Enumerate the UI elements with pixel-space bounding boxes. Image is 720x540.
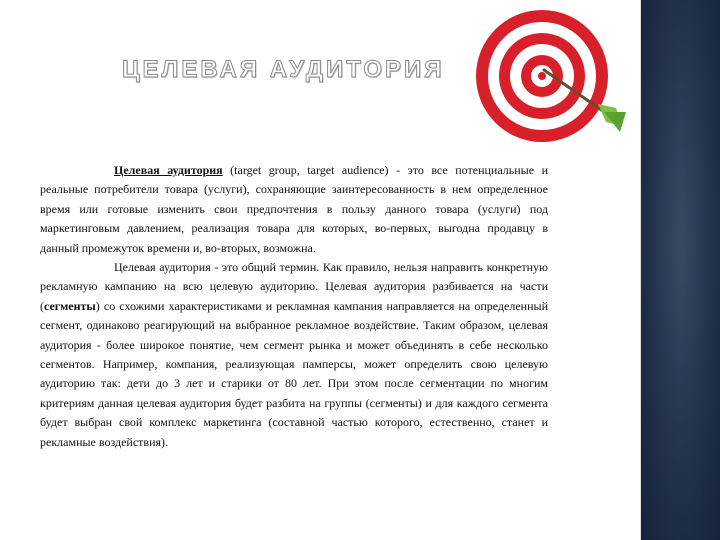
term-segments: сегменты: [44, 298, 96, 313]
segments-text-before: Целевая аудитория - это общий термин. Как правило, нельзя направить конкретную рекламную кампанию на всю целевую аудиторию. Целевая аудитория разбивается на части (: [40, 260, 548, 313]
slide-title: ЦЕЛЕВАЯ АУДИТОРИЯ: [122, 56, 445, 83]
paragraph-segments: [40, 258, 548, 452]
target-rings: [476, 10, 608, 142]
definition-text: (target group, target audience) - это все потенциальные и реальные потребители товара (услуги), сохраняющие заинтересованность в нем определенное время или готовые изменить свои предпочтения в пользу данного товара (услуги) под маркетинговым давлением, реализация товара для которых, во-первых, выгодна продавцу в данный промежуток времени и, во-вторых, возможна.: [40, 163, 548, 255]
term-target-audience: Целевая аудитория: [114, 163, 223, 177]
target-icon: [470, 8, 640, 148]
segments-text-after: ) со схожими характеристиками и рекламная кампания направляется на определенный сегмент, одинаково реагирующий на выбранное рекламное воздействие. Таким образом, целевая аудитория - более широкое понятие, чем сегмент рынка и может объединять в себе несколько сегментов. Например, компания, реализующая памперсы, может определить свою целевую аудиторию так: дети до 3 лет и старики от 80 лет. При этом после сегментации по многим критериям данная целевая аудитория будет разбита на группы (сегменты) и для каждого сегмента будет выбран свой комплекс маркетинга (составной частью которого, естественно, станет и рекламные воздействия).: [40, 298, 548, 449]
body-text: [40, 161, 548, 452]
paragraph-definition: [40, 161, 548, 258]
side-panel: [640, 0, 720, 540]
